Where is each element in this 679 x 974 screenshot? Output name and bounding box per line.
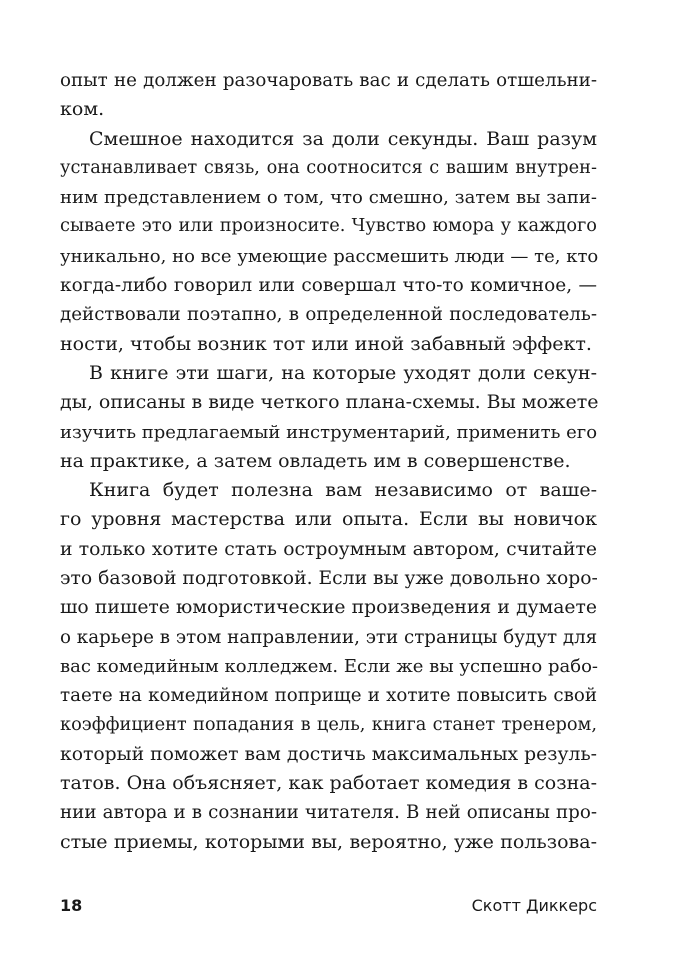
text-line: изучить предлагаемый инструментарий, применить его <box>60 421 598 443</box>
page-number: 18 <box>60 896 83 915</box>
text-line: стые приемы, которыми вы, вероятно, уже пользова- <box>60 830 597 853</box>
text-line: Книга будет полезна вам независимо от ваше- <box>89 479 597 502</box>
text-line: сываете это или произносите. Чувство юмора у каждого <box>60 216 597 237</box>
text-line: уникально, но все умеющие рассмешить люди — те, кто <box>60 245 599 267</box>
text-line: го уровня мастерства или опыта. Если вы новичок <box>60 508 597 531</box>
text-line: это базовой подготовкой. Если вы уже довольно хоро- <box>60 568 598 590</box>
text-line: вас комедийным колледжем. Если же вы успешно рабо- <box>60 655 598 677</box>
body-text <box>60 66 597 857</box>
text-line: В книге эти шаги, на которые уходят доли секун- <box>89 361 597 384</box>
text-line: таете на комедийном поприще и хотите повысить свой <box>60 685 597 707</box>
text-line: нии автора и в сознании читателя. В ней описаны про- <box>60 802 597 824</box>
text-line: ком. <box>60 98 105 121</box>
text-line: действовали поэтапно, в определенной последователь- <box>60 304 597 326</box>
text-line: коэффициент попадания в цель, книга станет тренером, <box>60 714 597 735</box>
text-line: о карьере в этом направлении, эти страницы будут для <box>60 626 598 648</box>
text-line: на практике, а затем овладеть им в совершенстве. <box>60 449 571 472</box>
text-line: Смешное находится за доли секунды. Ваш разум <box>89 127 597 150</box>
text-line: татов. Она объясняет, как работает комедия в созна- <box>60 772 597 795</box>
running-footer-author: Скотт Диккерс <box>471 896 597 915</box>
text-line: опыт не должен разочаровать вас и сделать отшельни- <box>60 70 597 91</box>
text-line: и только хотите стать остроумным автором, считайте <box>60 538 597 560</box>
text-line: шо пишете юмористические произведения и думаете <box>60 597 597 619</box>
text-line: устанавливает связь, она соотносится с вашим внутрен- <box>60 157 597 178</box>
text-line: ности, чтобы возник тот или иной забавный эффект. <box>60 332 592 355</box>
text-line: который поможет вам достичь максимальных резуль- <box>60 743 597 765</box>
text-line: когда-либо говорил или совершал что-то комичное, — <box>60 275 597 297</box>
text-line: ды, описаны в виде четкого плана-схемы. Вы можете <box>60 391 599 414</box>
text-line: ним представлением о том, что смешно, затем вы запи- <box>60 187 597 209</box>
